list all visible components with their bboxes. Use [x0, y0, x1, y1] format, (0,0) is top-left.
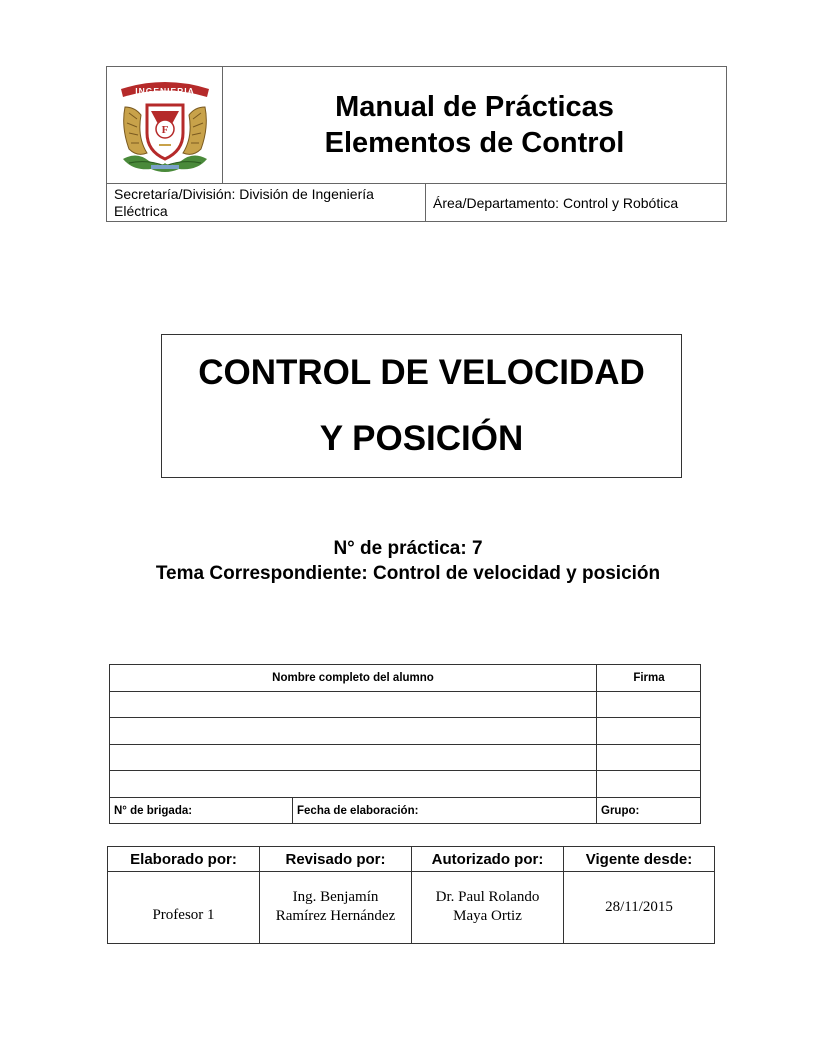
student-signature-cell[interactable]	[597, 692, 701, 717]
practice-title-box	[161, 334, 682, 478]
signature-header: Firma	[633, 672, 665, 684]
area-label: Área/Departamento: Control y Robótica	[433, 195, 679, 211]
authorized-text: Dr. Paul Rolando Maya Ortiz	[435, 889, 540, 924]
student-name-cell[interactable]	[110, 771, 596, 797]
brigade-label: N° de brigada:	[114, 804, 193, 817]
approval-table	[107, 846, 715, 944]
manual-title-line1: Manual de Prácticas	[335, 91, 614, 123]
student-name-header: Nombre completo del alumno	[272, 672, 434, 684]
elaborated-text: Profesor 1	[152, 907, 215, 923]
student-name-cell[interactable]	[110, 718, 596, 744]
reviewed-header: Revisado por:	[285, 850, 386, 868]
manual-title-line2: Elementos de Control	[324, 127, 625, 159]
group-label: Grupo:	[601, 804, 640, 817]
practice-number: N° de práctica: 7	[333, 538, 483, 559]
date-label: Fecha de elaboración:	[297, 804, 419, 817]
logo-cell	[107, 67, 223, 183]
table-col-divider	[292, 797, 293, 823]
student-signature-cell[interactable]	[597, 771, 701, 797]
elaborated-header: Elaborado por:	[130, 850, 237, 868]
reviewed-value	[260, 871, 411, 943]
student-signature-cell[interactable]	[597, 718, 701, 744]
valid-since-text: 28/11/2015	[605, 898, 673, 915]
student-signature-cell[interactable]	[597, 745, 701, 770]
authorized-value	[412, 871, 563, 943]
elaborated-value	[108, 871, 259, 943]
engineering-faculty-logo	[107, 67, 223, 183]
authorized-header: Autorizado por:	[431, 850, 544, 868]
practice-title-line1: CONTROL DE VELOCIDAD	[198, 353, 645, 392]
table-col-divider	[596, 665, 597, 823]
valid-since-value	[564, 871, 714, 943]
practice-topic: Tema Correspondiente: Control de velocidad y posición	[155, 563, 661, 584]
student-name-cell[interactable]	[110, 692, 596, 717]
practice-title-line2: Y POSICIÓN	[319, 419, 524, 458]
student-name-cell[interactable]	[110, 745, 596, 770]
svg-text:F: F	[161, 124, 169, 136]
logo-banner-text: INGENIERIA	[135, 86, 195, 96]
document-header	[106, 66, 727, 222]
manual-title	[223, 67, 726, 183]
reviewed-text: Ing. Benjamín Ramírez Hernández	[275, 889, 396, 924]
practice-info	[0, 536, 816, 586]
header-info-row	[107, 183, 726, 221]
valid-since-header: Vigente desde:	[585, 850, 693, 868]
student-table	[109, 664, 701, 824]
division-label: Secretaría/División: División de Ingeniería Eléctrica	[107, 184, 426, 222]
